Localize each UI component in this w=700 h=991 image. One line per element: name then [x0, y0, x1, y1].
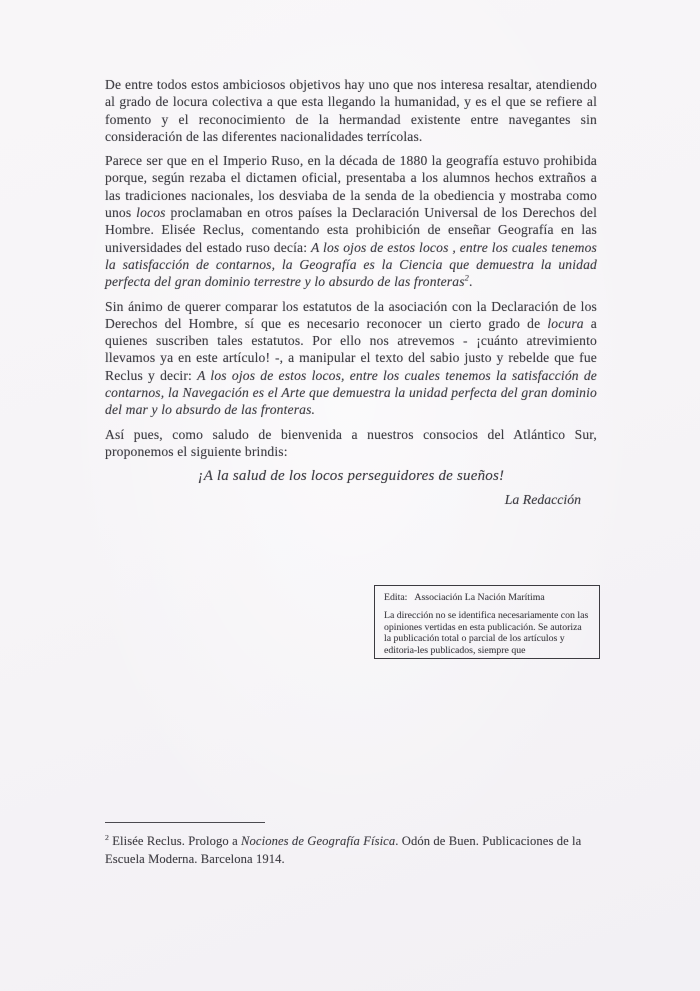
byline: La Redacción [504, 492, 581, 508]
paragraph-brindis-intro: Así pues, como saludo de bienvenida a nuestros consocios del Atlántico Sur, proponemos el siguiente brindis: [105, 426, 597, 459]
article-body [105, 76, 597, 508]
paragraph-imperio-ruso: Parece ser que en el Imperio Ruso, en la década de 1880 la geografía estuvo prohibida porque, según rezaba el dictamen oficial, presentaba a los alumnos hechos extraños a las tradiciones nacionales, los desviaba de la senda de la obediencia y mostraba como unos locos proclamaban en otros países la Declaración Universal de los Derechos del Hombre. Elisée Reclus, comentando esta prohibición de enseñar Geografía en las universidades del estado ruso decía: A los ojos de estos locos , entre los cuales tenemos la satisfacción de contarnos, la Geografía es la Ciencia que demuestra la unidad perfecta del gran dominio terrestre y lo absurdo de las fronteras$^2$. [105, 153, 597, 290]
toast-line: ¡A la salud de los locos perseguidores de sueños! [197, 468, 505, 485]
footnote-separator [105, 822, 265, 823]
edita-row [384, 592, 590, 604]
footnote-text: $^2$ Elisée Reclus. Prologo a Nociones de Geografía Física. Odón de Buen. Publicaciones de la Escuela Moderna. Barcelona 1914. [105, 832, 582, 866]
publisher-name: Associación La Nación Marítima [414, 592, 545, 603]
paragraph-estatutos: Sin ánimo de querer comparar los estatutos de la asociación con la Declaración de los Derechos del Hombre, sí que es necesario reconocer un cierto grado de locura a quienes suscriben tales estatutos. Por ello nos atrevemos - ¡cuánto atrevimiento llevamos ya en este artículo! -, a manipular el texto del sabio justo y rebelde que fue Reclus y decir: A los ojos de estos locos, entre los cuales tenemos la satisfacción de contarnos, la Navegación es el Arte que demuestra la unidad perfecta del gran dominio del mar y lo absurdo de las fronteras. [105, 298, 597, 418]
edita-label: Edita: [384, 592, 408, 603]
disclaimer-text: La dirección no se identifica necesariamente con las opiniones vertidas en esta publicación. Se autoriza la publicación total o parcial de los artículos y editoria-les publicados, siempre que [384, 609, 589, 657]
paragraph-objetivos: De entre todos estos ambiciosos objetivos hay uno que nos interesa resaltar, atendiendo al grado de locura colectiva a que esta llegando la humanidad, y es el que se refiere al fomento y el reconocimiento de la hermandad existente entre navegantes sin consideración de las diferentes nacionalidades terrícolas. [105, 77, 597, 144]
colophon-box [374, 585, 600, 659]
